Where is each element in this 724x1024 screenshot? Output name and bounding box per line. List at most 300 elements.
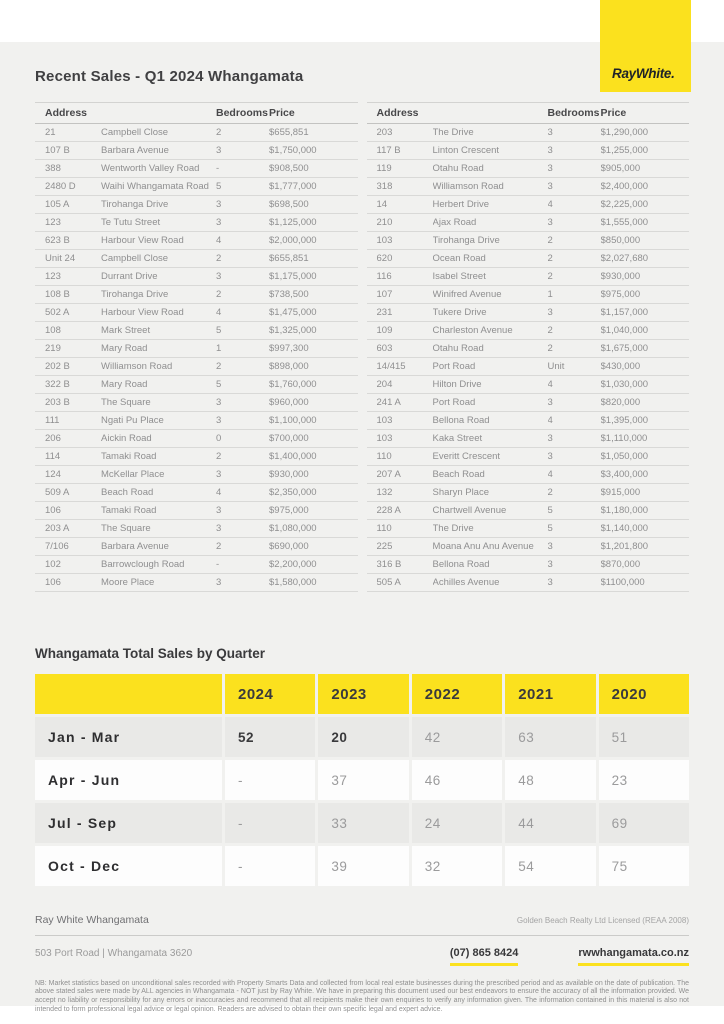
table-row	[367, 556, 690, 574]
table-cell: 21	[45, 127, 56, 138]
table-cell: 388	[45, 163, 61, 174]
table-cell: $930,000	[269, 469, 309, 480]
table-row	[35, 520, 358, 538]
table-cell: 4	[216, 307, 222, 318]
table-row	[35, 124, 358, 142]
table-cell: 5	[216, 325, 222, 336]
quarterly-header-year: 2020	[599, 674, 689, 714]
table-row	[367, 538, 690, 556]
table-cell: $975,000	[269, 505, 309, 516]
table-cell: Bellona Road	[432, 415, 490, 426]
table-cell: $1,750,000	[269, 145, 317, 156]
table-body	[367, 124, 690, 592]
table-cell: $1,125,000	[269, 217, 317, 228]
table-row	[367, 214, 690, 232]
table-cell: $2,000,000	[269, 235, 317, 246]
table-row	[35, 412, 358, 430]
quarter-value: -	[225, 846, 315, 886]
quarter-value: -	[225, 803, 315, 843]
table-cell: The Drive	[432, 523, 474, 534]
table-cell: $1,475,000	[269, 307, 317, 318]
website-underline	[578, 963, 689, 966]
table-row	[35, 448, 358, 466]
table-cell: 204	[376, 379, 393, 390]
table-cell: $898,000	[269, 361, 309, 372]
table-row	[367, 448, 690, 466]
table-cell: 105 A	[45, 199, 70, 210]
table-cell: 3	[547, 433, 553, 444]
table-cell: Moana Anu Anu Avenue	[432, 541, 534, 552]
column-header-bedrooms: Bedrooms	[547, 107, 600, 119]
table-cell: 108 B	[45, 289, 70, 300]
table-cell: Everitt Crescent	[432, 451, 501, 462]
footer-disclaimer: NB: Market statistics based on unconditional sales recorded with Property Smarts Data and collected from local real estate businesses during the prescribed period and as available on the date of publication. The above stated sales were made by ALL agencies in Whangamata - NOT just by Ray White. We have in preparing this document used our best endeavors to ensure the accuracy of all the information provided. We accept no liability or responsibility for any errors or inaccuracies and recommend that all recipients make their own enquiries to verify any information given. The information contained in this material is also not intended to form professional legal advice or legal opinion. Readers are advised to obtain their own specific legal and expert advice.	[35, 979, 689, 1013]
table-row	[35, 430, 358, 448]
table-cell: The Square	[101, 397, 151, 408]
table-cell: $1,110,000	[600, 433, 648, 444]
table-cell: 3	[547, 307, 553, 318]
table-cell: $1,157,000	[600, 307, 649, 318]
table-cell: 322 B	[45, 379, 70, 390]
quarter-label: Jan - Mar	[35, 717, 222, 757]
table-cell: 228 A	[376, 505, 401, 516]
table-row	[367, 466, 690, 484]
table-cell: 225	[376, 541, 393, 552]
table-cell: 623 B	[45, 235, 70, 246]
table-cell: $1,175,000	[269, 271, 317, 282]
table-cell: 3	[547, 145, 553, 156]
table-cell: Kaka Street	[432, 433, 483, 444]
table-cell: $1,675,000	[600, 343, 649, 354]
table-cell: Tirohanga Drive	[101, 289, 169, 300]
table-cell: 603	[376, 343, 393, 354]
table-cell: Moore Place	[101, 577, 155, 588]
table-cell: 509 A	[45, 487, 70, 498]
footer	[35, 914, 689, 1015]
table-cell: $870,000	[600, 559, 641, 570]
quarter-value: 39	[318, 846, 408, 886]
quarter-value: -	[225, 760, 315, 800]
table-cell: 132	[376, 487, 393, 498]
table-cell: 3	[547, 181, 553, 192]
table-cell: 3	[216, 577, 222, 588]
table-cell: $1,255,000	[600, 145, 649, 156]
sales-table-left	[35, 102, 358, 592]
column-header-address: Address	[45, 107, 88, 119]
table-cell: Bellona Road	[432, 559, 490, 570]
table-row	[367, 196, 690, 214]
table-cell: Barrowclough Road	[101, 559, 185, 570]
footer-office-name: Ray White Whangamata	[35, 914, 149, 926]
raywhite-logo	[600, 0, 691, 92]
page-title: Recent Sales - Q1 2024 Whangamata	[35, 68, 304, 85]
table-cell: 3	[547, 541, 553, 552]
table-cell: Tirohanga Drive	[101, 199, 169, 210]
table-cell: Linton Crescent	[432, 145, 500, 156]
table-cell: $1,555,000	[600, 217, 649, 228]
table-cell: 206	[45, 433, 61, 444]
table-row	[35, 196, 358, 214]
table-cell: 231	[376, 307, 393, 318]
footer-address: 503 Port Road | Whangamata 3620	[35, 948, 193, 959]
quarter-value: 51	[599, 717, 689, 757]
table-header	[35, 102, 358, 124]
table-row	[35, 142, 358, 160]
table-cell: $2,200,000	[269, 559, 317, 570]
table-row	[35, 322, 358, 340]
table-row	[367, 250, 690, 268]
table-cell: $655,851	[269, 127, 309, 138]
table-cell: 2	[547, 325, 553, 336]
table-cell: $1,080,000	[269, 523, 317, 534]
table-row	[367, 268, 690, 286]
table-cell: -	[216, 559, 220, 570]
table-cell: $1,140,000	[600, 523, 649, 534]
quarter-value: 44	[505, 803, 595, 843]
table-cell: 4	[216, 235, 222, 246]
table-cell: Harbour View Road	[101, 307, 184, 318]
table-row	[367, 430, 690, 448]
table-row	[367, 340, 690, 358]
table-cell: Te Tutu Street	[101, 217, 161, 228]
raywhite-logo-text: RayWhite.	[612, 66, 675, 81]
table-cell: 106	[45, 505, 61, 516]
table-cell: 3	[547, 577, 553, 588]
footer-phone-text: (07) 865 8424	[449, 947, 519, 959]
table-cell: $1,050,000	[600, 451, 649, 462]
table-cell: 203	[376, 127, 393, 138]
table-cell: $1,180,000	[600, 505, 649, 516]
table-cell: $975,000	[600, 289, 641, 300]
table-cell: 119	[376, 163, 392, 174]
table-cell: 3	[547, 559, 553, 570]
table-cell: 502 A	[45, 307, 70, 318]
table-cell: 2	[216, 289, 222, 300]
table-cell: $1,030,000	[600, 379, 649, 390]
quarter-value: 63	[505, 717, 595, 757]
table-cell: 1	[216, 343, 222, 354]
table-cell: $1,760,000	[269, 379, 317, 390]
table-row	[35, 484, 358, 502]
table-cell: 3	[547, 451, 553, 462]
table-cell: 3	[216, 397, 222, 408]
table-cell: 203 A	[45, 523, 70, 534]
table-row	[35, 502, 358, 520]
table-body	[35, 124, 358, 592]
quarterly-header-year: 2021	[505, 674, 595, 714]
column-header-price: Price	[600, 107, 627, 119]
table-cell: $908,500	[269, 163, 309, 174]
table-cell: $915,000	[600, 487, 641, 498]
quarter-value: 37	[318, 760, 408, 800]
table-cell: 124	[45, 469, 61, 480]
table-cell: Tamaki Road	[101, 505, 157, 516]
table-cell: $698,500	[269, 199, 309, 210]
column-header-address: Address	[376, 107, 419, 119]
quarter-value: 33	[318, 803, 408, 843]
table-row	[367, 124, 690, 142]
table-cell: Campbell Close	[101, 253, 169, 264]
table-cell: 3	[216, 469, 222, 480]
table-cell: Otahu Road	[432, 343, 484, 354]
table-cell: $1,580,000	[269, 577, 317, 588]
table-cell: 202 B	[45, 361, 70, 372]
table-row	[35, 466, 358, 484]
table-cell: 2	[547, 343, 553, 354]
table-cell: 5	[547, 505, 553, 516]
table-cell: 316 B	[376, 559, 402, 570]
table-cell: $430,000	[600, 361, 641, 372]
table-cell: 0	[216, 433, 222, 444]
quarter-value: 48	[505, 760, 595, 800]
table-cell: 4	[216, 487, 222, 498]
table-cell: $960,000	[269, 397, 309, 408]
quarter-value: 54	[505, 846, 595, 886]
table-row	[367, 322, 690, 340]
quarter-value: 24	[412, 803, 502, 843]
table-cell: 207 A	[376, 469, 401, 480]
table-cell: $1,100,000	[269, 415, 317, 426]
table-cell: Williamson Road	[432, 181, 504, 192]
table-cell: $1,201,800	[600, 541, 649, 552]
table-row	[35, 178, 358, 196]
table-cell: 3	[216, 145, 222, 156]
table-cell: Mark Street	[101, 325, 151, 336]
table-cell: 3	[547, 397, 553, 408]
table-row	[35, 160, 358, 178]
table-cell: 203 B	[45, 397, 70, 408]
table-cell: $1,325,000	[269, 325, 317, 336]
table-cell: $850,000	[600, 235, 641, 246]
table-row	[367, 142, 690, 160]
sales-tables	[35, 102, 689, 592]
table-cell: 4	[547, 415, 553, 426]
table-cell: Harbour View Road	[101, 235, 184, 246]
table-cell: $930,000	[600, 271, 641, 282]
quarter-label: Apr - Jun	[35, 760, 222, 800]
table-cell: Charleston Avenue	[432, 325, 513, 336]
table-cell: Port Road	[432, 361, 476, 372]
table-cell: $655,851	[269, 253, 309, 264]
table-cell: Tukere Drive	[432, 307, 487, 318]
table-cell: Wentworth Valley Road	[101, 163, 200, 174]
table-cell: The Drive	[432, 127, 474, 138]
column-header-price: Price	[269, 107, 295, 119]
table-cell: Otahu Road	[432, 163, 484, 174]
table-cell: 210	[376, 217, 393, 228]
table-cell: $2,400,000	[600, 181, 649, 192]
quarter-value: 75	[599, 846, 689, 886]
table-cell: 3	[216, 217, 222, 228]
table-row	[35, 394, 358, 412]
table-cell: 1	[547, 289, 553, 300]
quarter-value: 32	[412, 846, 502, 886]
footer-website-link[interactable]	[578, 947, 689, 966]
table-cell: Barbara Avenue	[101, 145, 169, 156]
table-cell: 107 B	[45, 145, 70, 156]
footer-phone-link[interactable]	[450, 947, 519, 966]
table-row	[367, 160, 690, 178]
table-cell: 102	[45, 559, 61, 570]
table-cell: $1,395,000	[600, 415, 649, 426]
quarterly-section-title: Whangamata Total Sales by Quarter	[35, 646, 266, 661]
quarter-value: 52	[225, 717, 315, 757]
table-cell: 7/106	[45, 541, 69, 552]
table-cell: 3	[216, 523, 222, 534]
table-cell: $2,350,000	[269, 487, 317, 498]
quarter-value: 20	[318, 717, 408, 757]
table-cell: Winifred Avenue	[432, 289, 502, 300]
table-cell: 123	[45, 271, 61, 282]
table-row	[35, 214, 358, 232]
table-cell: $2,027,680	[600, 253, 649, 264]
table-cell: Aickin Road	[101, 433, 152, 444]
table-cell: 620	[376, 253, 393, 264]
table-cell: $1,040,000	[600, 325, 649, 336]
table-cell: Unit 24	[45, 253, 76, 264]
table-cell: $820,000	[600, 397, 641, 408]
table-row	[35, 304, 358, 322]
table-cell: Chartwell Avenue	[432, 505, 507, 516]
table-cell: Mary Road	[101, 379, 148, 390]
table-cell: 4	[547, 199, 553, 210]
table-cell: 3	[547, 127, 553, 138]
table-cell: Durrant Drive	[101, 271, 158, 282]
quarterly-header-year: 2023	[318, 674, 408, 714]
table-cell: $2,225,000	[600, 199, 649, 210]
table-row	[367, 394, 690, 412]
table-cell: 2	[216, 451, 222, 462]
table-cell: 3	[216, 505, 222, 516]
table-cell: 107	[376, 289, 393, 300]
table-cell: 106	[45, 577, 61, 588]
phone-underline	[450, 963, 519, 966]
table-row	[367, 232, 690, 250]
quarterly-header-year: 2022	[412, 674, 502, 714]
table-row	[35, 376, 358, 394]
table-cell: Beach Road	[101, 487, 154, 498]
table-cell: $1100,000	[600, 577, 645, 588]
table-cell: Campbell Close	[101, 127, 169, 138]
table-cell: $1,777,000	[269, 181, 317, 192]
table-cell: 103	[376, 235, 393, 246]
table-cell: $738,500	[269, 289, 309, 300]
table-cell: 14	[376, 199, 388, 210]
table-cell: 505 A	[376, 577, 401, 588]
table-cell: 318	[376, 181, 393, 192]
table-cell: 14/415	[376, 361, 406, 372]
table-cell: 2	[216, 127, 222, 138]
quarter-label: Oct - Dec	[35, 846, 222, 886]
table-cell: 3	[216, 199, 222, 210]
table-cell: Unit	[547, 361, 565, 372]
sales-table-right	[367, 102, 690, 592]
table-cell: Ajax Road	[432, 217, 477, 228]
table-cell: 3	[216, 415, 222, 426]
table-cell: 241 A	[376, 397, 401, 408]
table-cell: Tirohanga Drive	[432, 235, 500, 246]
table-cell: Isabel Street	[432, 271, 486, 282]
table-row	[35, 574, 358, 592]
footer-license-text: Golden Beach Realty Ltd Licensed (REAA 2008)	[516, 916, 689, 925]
table-row	[35, 268, 358, 286]
table-cell: Barbara Avenue	[101, 541, 169, 552]
table-cell: 3	[547, 217, 553, 228]
quarterly-table	[35, 674, 689, 886]
column-header-bedrooms: Bedrooms	[216, 107, 268, 119]
table-row	[35, 340, 358, 358]
quarter-value: 46	[412, 760, 502, 800]
table-cell: Waihi Whangamata Road	[101, 181, 209, 192]
table-row	[367, 502, 690, 520]
table-cell: McKellar Place	[101, 469, 165, 480]
table-cell: 111	[45, 415, 60, 426]
table-cell: Ngati Pu Place	[101, 415, 164, 426]
table-row	[367, 286, 690, 304]
table-cell: 5	[216, 181, 222, 192]
table-cell: 2	[547, 487, 553, 498]
table-cell: 5	[547, 523, 553, 534]
table-cell: Herbert Drive	[432, 199, 489, 210]
table-cell: 123	[45, 217, 61, 228]
table-cell: 219	[45, 343, 61, 354]
table-cell: Williamson Road	[101, 361, 173, 372]
table-header	[367, 102, 690, 124]
table-cell: 2	[547, 235, 553, 246]
table-cell: Achilles Avenue	[432, 577, 500, 588]
table-cell: 2480 D	[45, 181, 76, 192]
quarterly-header-empty	[35, 674, 222, 714]
page-content	[0, 42, 724, 1015]
table-row	[367, 376, 690, 394]
table-cell: $700,000	[269, 433, 309, 444]
footer-website-text: rwwhangamata.co.nz	[578, 947, 689, 959]
table-cell: Hilton Drive	[432, 379, 482, 390]
table-row	[35, 232, 358, 250]
quarter-value: 23	[599, 760, 689, 800]
table-cell: 110	[376, 523, 392, 534]
quarter-value: 69	[599, 803, 689, 843]
table-cell: 114	[45, 451, 61, 462]
table-row	[367, 520, 690, 538]
table-cell: $3,400,000	[600, 469, 649, 480]
table-cell: $690,000	[269, 541, 309, 552]
table-row	[367, 574, 690, 592]
quarter-label: Jul - Sep	[35, 803, 222, 843]
table-cell: Mary Road	[101, 343, 148, 354]
table-cell: $1,290,000	[600, 127, 649, 138]
table-row	[35, 538, 358, 556]
table-row	[35, 556, 358, 574]
table-cell: Tamaki Road	[101, 451, 157, 462]
table-cell: 110	[376, 451, 392, 462]
table-row	[367, 178, 690, 196]
table-cell: $1,400,000	[269, 451, 317, 462]
table-cell: 108	[45, 325, 61, 336]
table-cell: 4	[547, 469, 553, 480]
table-cell: -	[216, 163, 220, 174]
table-cell: 2	[547, 253, 553, 264]
table-cell: $997,300	[269, 343, 309, 354]
table-cell: 4	[547, 379, 553, 390]
table-row	[35, 358, 358, 376]
table-cell: 2	[547, 271, 553, 282]
table-row	[35, 286, 358, 304]
table-row	[367, 304, 690, 322]
footer-divider	[35, 935, 689, 936]
table-cell: Ocean Road	[432, 253, 486, 264]
table-row	[35, 250, 358, 268]
